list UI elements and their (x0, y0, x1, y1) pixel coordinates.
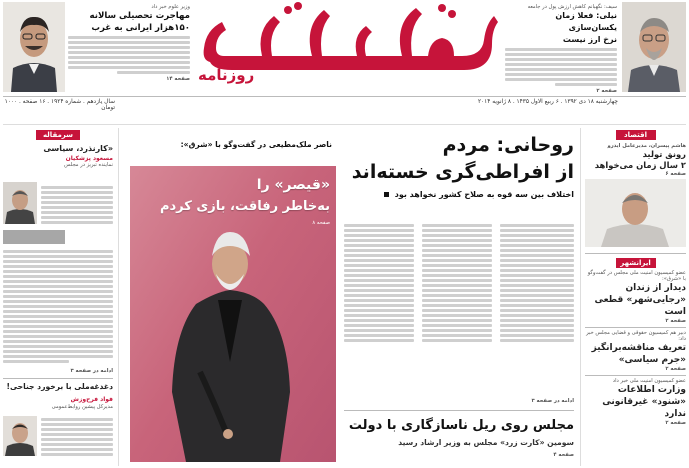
lead-body-col-3 (500, 222, 574, 344)
second-page-ref: صفحه ۴ (553, 452, 574, 458)
left-section-badge: سرمقاله (36, 130, 80, 140)
top-right-portrait (622, 2, 686, 92)
iranshahr-headline-2[interactable]: «رجایی‌شهر» قطعی است (594, 295, 686, 317)
top-left-teaser[interactable] (68, 4, 190, 82)
economy-headline-2[interactable]: ۲ سال زمان می‌خواهد (594, 160, 686, 170)
lead-body-col-1 (344, 222, 414, 344)
editorial-body-continued (3, 248, 113, 365)
iranshahr-kicker: عضو کمیسیون امنیت ملی مجلس در گفت‌وگو با «شرق»: (587, 270, 686, 282)
economy-page-ref: صفحه ۶ (665, 171, 686, 177)
crime-headline-2[interactable]: «جرم سیاسی» (618, 355, 686, 365)
lead-page-ref: ادامه در صفحه ۳ (531, 398, 574, 404)
teaser-body (505, 48, 617, 86)
economy-headline-1[interactable]: رونق تولید (642, 149, 686, 159)
column-divider-right (580, 128, 581, 466)
editorial-author-role: نماینده تبریز در مجلس (64, 162, 113, 168)
teaser-page-ref: صفحه ۱۴ (166, 76, 190, 82)
masthead (0, 0, 689, 111)
intel-kicker: عضو کمیسیون امنیت ملی خبر داد (612, 378, 686, 384)
crime-page-ref: صفحه ۲ (665, 366, 686, 372)
lead-headline-1: روحانی: مردم (442, 134, 574, 156)
crime-kicker: دبیر هم کمیسیون حقوقی و قضایی مجلس خبر داد: (586, 330, 686, 342)
second-author-photo (3, 416, 37, 456)
right-column-rule-2 (585, 327, 686, 328)
right-column-rule (585, 253, 686, 254)
iranshahr-page-ref: صفحه ۲ (665, 318, 686, 324)
right-section-badge-economy: اقتصاد (616, 130, 656, 140)
editorial-body (41, 184, 113, 226)
teaser-kicker: سیف: نگهبانم کاهش ارزش پول در جامعه (527, 4, 617, 10)
teaser-page-ref: صفحه ۲ (596, 88, 617, 94)
second-headline[interactable]: مجلس روی ریل ناسازگاری با دولت (348, 418, 574, 433)
iranshahr-headline-1[interactable]: دیدار از زندان (625, 283, 686, 293)
logo (192, 0, 502, 92)
teaser-headline-1: مهاجرت تحصیلی سالانه (89, 11, 190, 21)
left-column (3, 130, 113, 466)
feature-photo[interactable] (130, 132, 336, 462)
economy-kicker: هاشم پیسران، مدیرعامل ایدرو (607, 143, 686, 149)
intel-headline-2[interactable]: «شنود» غیرقانونی ندارد (602, 397, 686, 419)
teaser-headline-2: نرخ ارز نیست (562, 35, 617, 44)
masthead-rule (3, 96, 686, 97)
editorial-title[interactable]: «کارنذرد، سیاسی (43, 144, 113, 153)
right-column-rule-3 (585, 375, 686, 376)
second-editorial-author: فواد فرح‌وزش (70, 396, 113, 403)
logo-small-text: روزنامه (198, 66, 255, 84)
top-right-teaser[interactable] (505, 4, 617, 94)
intel-page-ref: صفحه ۲ (665, 420, 686, 426)
column-divider-left (118, 128, 119, 466)
teaser-body (68, 36, 190, 74)
dateline: چهارشنبه ۱۸ دی ۱۳۹۲ . ۶ ربیع الاول ۱۴۳۵ . ۸ ژانویه ۲۰۱۴ (477, 99, 618, 105)
feature-page-ref: صفحه ۸ (312, 220, 330, 226)
intel-headline-1[interactable]: وزارت اطلاعات (617, 385, 686, 395)
lead-subhead-text: اختلاف بین سه قوه به صلاح کشور نخواهد بود (394, 190, 574, 199)
issue-line: سال یازدهم . شماره ۱۹۲۴ . ۱۶ صفحه . ۱۰۰۰ تومان (4, 99, 115, 111)
lead-headline-2: از افراطی‌گری خسته‌اند (351, 161, 574, 183)
section-divider (3, 124, 686, 125)
editorial-author: مسعود پزشکیان (65, 155, 113, 162)
teaser-headline-2: ۱۵۰هزار ایرانی به غرب (91, 23, 190, 33)
second-editorial-body (41, 416, 113, 458)
lead-rule (344, 410, 574, 411)
lead-bullet-icon (384, 192, 389, 197)
right-section-badge-iranshahr: ایرانشهر (616, 258, 656, 268)
lead-body-col-2 (422, 222, 492, 344)
economy-portrait (585, 179, 686, 247)
editorial-author-photo (3, 182, 37, 224)
ink-stamp (3, 230, 65, 244)
teaser-headline-1: نیلی: فعلا زمان یکسان‌سازی (555, 11, 617, 32)
second-subhead: سومین «کارت زرد» مجلس به وزیر ارشاد رسید (398, 438, 574, 447)
second-editorial-title[interactable]: دغدغه‌ملی با برخورد جناحی! (6, 382, 113, 391)
top-left-portrait (3, 2, 65, 92)
teaser-kicker: وزیر علوم خبر داد (151, 4, 190, 10)
feature-quote-2: به‌خاطر رفاقت، بازی کردم (159, 199, 330, 214)
left-column-rule (3, 378, 113, 379)
lead-subhead (344, 190, 574, 199)
feature-quote-1: «قیصر» را (256, 177, 330, 193)
right-column (585, 130, 686, 466)
second-editorial-author-role: مدیرکل پیشین روابط‌عمومی (51, 404, 113, 410)
lead-story[interactable] (344, 132, 574, 462)
editorial-page-ref: ادامه در صفحه ۳ (70, 368, 113, 374)
feature-kicker: ناصر ملک‌مطیعی در گفت‌وگو با «شرق»: (180, 140, 332, 149)
crime-headline-1[interactable]: تعریف مناقشه‌برانگیز (591, 343, 686, 353)
